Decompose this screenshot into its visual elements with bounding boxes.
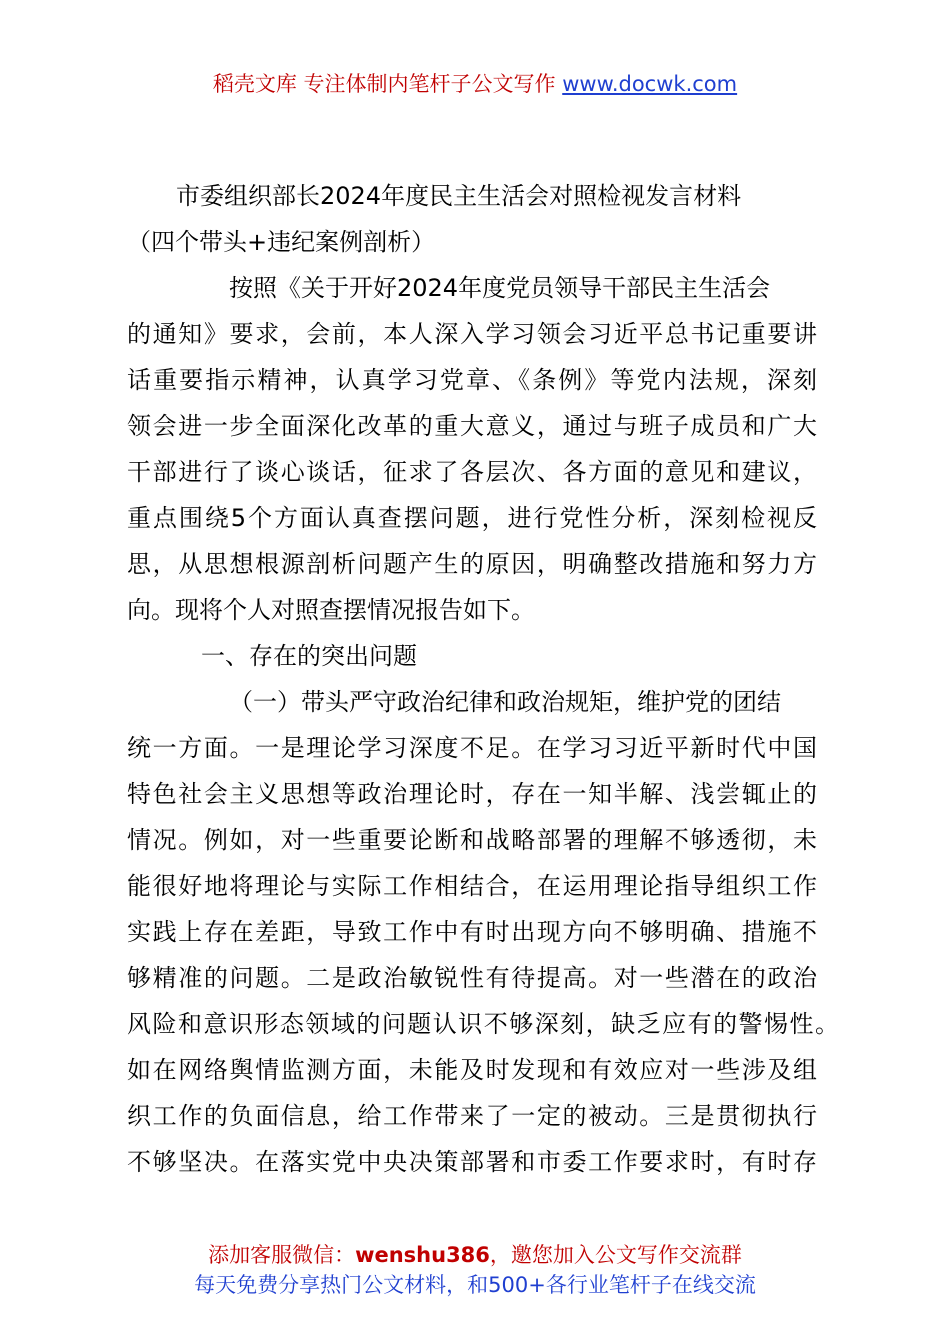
paragraph-line: 织工作的负面信息，给工作带来了一定的被动。三是贯彻执行 (127, 1102, 817, 1130)
paragraph-line: 思，从思想根源剖析问题产生的原因，明确整改措施和努力方 (127, 550, 817, 578)
paragraph-line: 的通知》要求，会前，本人深入学习领会习近平总书记重要讲 (127, 320, 817, 348)
paragraph-line: 风险和意识形态领域的问题认识不够深刻，缺乏应有的警惕性。 (127, 1010, 839, 1038)
paragraph-line: 如在网络舆情监测方面，未能及时发现和有效应对一些涉及组 (127, 1056, 817, 1084)
paragraph-line: 能很好地将理论与实际工作相结合，在运用理论指导组织工作 (127, 872, 817, 900)
footer-prefix: 添加客服微信： (208, 1243, 356, 1267)
paragraph-line: 领会进一步全面深化改革的重大意义，通过与班子成员和广大 (127, 412, 817, 440)
paragraph-line: 统一方面。一是理论学习深度不足。在学习习近平新时代中国 (127, 734, 817, 762)
paragraph-line: 情况。例如，对一些重要论断和战略部署的理解不够透彻，未 (127, 826, 817, 854)
paragraph-line: 实践上存在差距，导致工作中有时出现方向不够明确、措施不 (127, 918, 817, 946)
header-banner (0, 68, 950, 100)
paragraph-line: 重点围绕5个方面认真查摆问题，进行党性分析，深刻检视反 (127, 504, 817, 532)
paragraph-line: 干部进行了谈心谈话，征求了各层次、各方面的意见和建议， (127, 458, 817, 486)
site-link[interactable]: www.docwk.com (562, 72, 738, 96)
brand-text: 稻壳文库 专注体制内笔杆子公文写作 (212, 72, 563, 96)
paragraph-line: 按照《关于开好2024年度党员领导干部民主生活会 (229, 274, 771, 302)
document-title: 市委组织部长2024年度民主生活会对照检视发言材料 (176, 182, 742, 210)
footer-suffix: ，邀您加入公文写作交流群 (489, 1243, 742, 1267)
paragraph-line: 够精准的问题。二是政治敏锐性有待提高。对一些潜在的政治 (127, 964, 817, 992)
paragraph-line: 话重要指示精神，认真学习党章、《条例》等党内法规，深刻 (127, 366, 817, 394)
document-subtitle: （四个带头+违纪案例剖析） (127, 228, 436, 256)
footer-contact (0, 1240, 950, 1270)
footer-promo: 每天免费分享热门公文材料，和500+各行业笔杆子在线交流 (194, 1273, 756, 1297)
section-heading: 一、存在的突出问题 (201, 642, 417, 670)
paragraph-line: 向。现将个人对照查摆情况报告如下。 (127, 596, 535, 624)
wechat-id: wenshu386 (355, 1243, 490, 1267)
paragraph-line: （一）带头严守政治纪律和政治规矩，维护党的团结 (229, 688, 781, 716)
paragraph-line: 特色社会主义思想等政治理论时，存在一知半解、浅尝辄止的 (127, 780, 817, 808)
paragraph-line: 不够坚决。在落实党中央决策部署和市委工作要求时，有时存 (127, 1148, 817, 1176)
